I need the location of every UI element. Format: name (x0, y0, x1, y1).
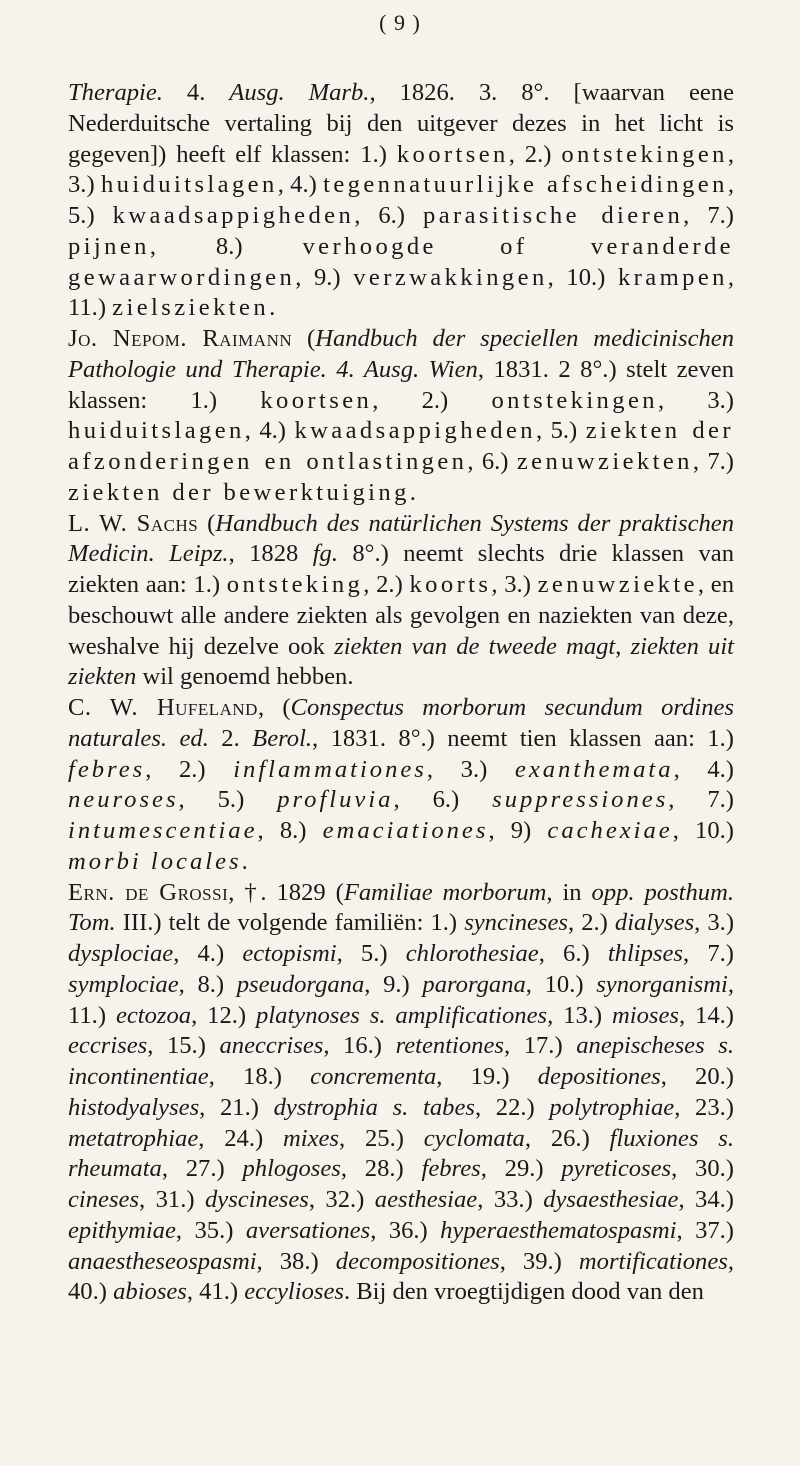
text-run: polytrophiae (549, 1093, 675, 1121)
text-run: ontsteking (226, 571, 364, 598)
text-run: , 1826. 3. 8°. [waarvan eene Nederduitsche vertaling bij den uitgever dezes in het licht is gegeven]) heeft elf klassen: 1.) (68, 79, 734, 168)
text-run: hyperaesthematospasmi (440, 1216, 677, 1244)
text-run: , 10.) (525, 970, 597, 998)
text-run: Ern. de Grossi (68, 878, 229, 906)
text-run: , 24.) (198, 1124, 283, 1152)
text-run: , 7.) (692, 448, 734, 475)
text-run: Handbuch des natürlichen Systems der praktischen Medicin. Leipz. (68, 509, 735, 568)
text-run: , 16.) (323, 1032, 396, 1060)
text-run: , 1828 (228, 540, 313, 568)
text-run: , 18.) (208, 1063, 311, 1090)
text-run: , 3.) (657, 386, 734, 414)
text-run: histodyalyses (68, 1093, 200, 1121)
text-run: decompositiones (335, 1247, 500, 1275)
text-run: febres (421, 1155, 481, 1183)
text-run: , 8.) (149, 232, 303, 260)
text-run: zielsziekten (112, 294, 270, 322)
text-run: , 25.) (339, 1124, 424, 1152)
text-run: , 28.) (340, 1155, 422, 1183)
text-run: 4. (162, 79, 230, 106)
text-run: C. W. Hufeland (68, 694, 258, 721)
text-run: inflammationes (233, 755, 427, 783)
paragraph (68, 324, 734, 509)
text-run: , 5.) (68, 171, 734, 229)
text-run: koortsen (260, 386, 373, 414)
text-run: , 35.) (175, 1216, 246, 1244)
text-run: , 9.) (364, 970, 423, 998)
text-run: platynoses s. amplificationes (256, 1001, 548, 1029)
text-run: epithymiae (68, 1216, 176, 1244)
text-run: , 34.) (678, 1186, 734, 1213)
paragraph (68, 878, 734, 1309)
text-run: , 4.) (673, 755, 734, 783)
text-run: ontstekingen (491, 386, 658, 414)
text-run: , †. 1829 ( (228, 878, 344, 906)
text-run: dysaesthesiae (543, 1186, 679, 1213)
text-run: , 41.) (186, 1278, 245, 1306)
text-run: pyreticoses (561, 1155, 672, 1183)
text-run: ziekten der bewerktuiging (68, 478, 410, 506)
text-run: , 5.) (535, 417, 586, 445)
text-run: synorganismi (596, 970, 728, 998)
text-run: anaestheseospasmi (68, 1247, 257, 1275)
text-run: , 15.) (147, 1032, 220, 1060)
text-run: Jo. Nepom. Raimann (68, 325, 293, 352)
text-run: pseudorgana (236, 970, 365, 998)
text-run: metatrophiae (68, 1124, 199, 1152)
text-run: tegennatuurlijke afscheidingen (323, 171, 728, 199)
text-run: ziekten van de tweede magt (334, 632, 616, 660)
text-run: , 7.) (668, 786, 734, 814)
page-number: ( 9 ) (379, 10, 421, 35)
text-run: , 5.) (336, 940, 406, 967)
text-run: , 1831. 2 8°.) stelt zeven klassen: 1.) (68, 355, 734, 414)
text-run: , 20.) (660, 1063, 734, 1090)
text-run: dysplociae (68, 940, 174, 967)
text-run: , 1831. 8°.) neemt tien klassen aan: 1.) (312, 724, 734, 752)
text-run: , 10.) (672, 817, 734, 844)
text-run: , ( (257, 694, 291, 721)
text-run: Conspectus morborum secundum ordines naturales. ed. (68, 694, 734, 752)
text-run: Handbuch der speciellen medicinischen Pathologie und Therapie. 4. Ausg. Wien (68, 325, 734, 383)
text-run: , 6.) (393, 786, 493, 814)
paragraph (68, 78, 734, 324)
text-run: , 2.) (568, 909, 615, 937)
text-run: fluxiones s. rheumata (68, 1124, 734, 1183)
text-run: abioses (113, 1278, 187, 1306)
text-run: , 37.) (676, 1216, 734, 1244)
text-run: parasitische dieren (423, 202, 684, 229)
text-run: , 36.) (370, 1216, 441, 1244)
text-run: ziekten uit ziekten (68, 632, 735, 691)
text-run: pijnen (68, 232, 150, 260)
text-run: mioses (612, 1001, 679, 1029)
text-run: . (241, 847, 248, 875)
text-run: , 26.) (524, 1124, 610, 1152)
text-run: III.) telt de volgende familiën: 1.) (115, 909, 465, 937)
text-run: suppressiones (492, 786, 669, 814)
text-run: anepischeses s. incontinentiae (68, 1032, 734, 1090)
text-run: , 40.) (68, 1247, 734, 1306)
text-run: , 9) (488, 817, 548, 844)
text-run: , 6.) (538, 940, 608, 967)
text-run: Familiae morborum (343, 878, 547, 906)
text-run: zenuwziekten (516, 448, 693, 475)
text-run: , en beschouwt alle andere ziekten als gevolgen en naziekten van deze, weshalve hij dezelve ook (68, 571, 734, 660)
text-run: parorgana (422, 970, 526, 998)
text-run: dystrophia s. tabes (273, 1093, 475, 1121)
text-run: ontstekingen (561, 140, 728, 168)
text-run: fg. (312, 540, 338, 568)
text-run: , 30.) (671, 1155, 734, 1183)
text-run: , 32.) (308, 1186, 375, 1213)
paragraph (68, 509, 734, 694)
text-run: , 33.) (477, 1186, 544, 1213)
text-run: , 29.) (480, 1155, 562, 1183)
text-run: krampen (617, 263, 728, 291)
text-run: mixes (283, 1124, 339, 1152)
text-run: , 12.) (191, 1001, 257, 1029)
text-run: , 21.) (199, 1093, 274, 1121)
text-run: , 38.) (256, 1247, 336, 1275)
text-run: zenuwziekte (537, 571, 698, 598)
text-run: huiduitslagen (100, 171, 278, 199)
text-run: retentiones (395, 1032, 504, 1060)
text-run: syncineses (464, 909, 568, 937)
text-run: aesthesiae (374, 1186, 478, 1213)
text-run: aversationes (245, 1216, 371, 1244)
text-run: , 27.) (161, 1155, 243, 1183)
text-run: , 13.) (547, 1001, 613, 1029)
text-run: , 4.) (277, 171, 324, 199)
text-run: febres (68, 755, 146, 783)
text-run: 8°.) neemt slechts drie klassen van ziekten aan: 1.) (68, 540, 734, 598)
text-run: . (409, 478, 416, 506)
text-run: , 3.) (491, 571, 538, 598)
text-run: , 2.) (508, 140, 562, 168)
text-run: kwaadsappigheden (112, 202, 355, 229)
text-run: morbi locales (68, 847, 242, 875)
text-run: 2. (208, 724, 253, 752)
text-run: ( (198, 509, 216, 537)
text-run: verzwakkingen (353, 263, 548, 291)
text-run: , (615, 632, 631, 660)
text-run: ziekten der afzonderingen en ontlastingen (68, 417, 734, 475)
text-run: L. W. Sachs (68, 509, 199, 537)
text-run: chlorothesiae (405, 940, 539, 967)
text-run: dyscineses (205, 1186, 309, 1213)
text-run: , 3.) (694, 909, 735, 937)
text-run: concrementa (310, 1063, 437, 1090)
paragraph (68, 693, 734, 878)
text-run: , 31.) (139, 1186, 205, 1213)
text-run: , 19.) (436, 1063, 538, 1090)
text-run: , 10.) (547, 263, 618, 291)
text-run: , 7.) (683, 940, 734, 967)
text-run: , 11.) (68, 263, 734, 322)
text-run: , 2.) (145, 755, 234, 783)
text-run: , 23.) (674, 1093, 734, 1121)
text-run: mortificationes (578, 1247, 728, 1275)
text-run: ( (292, 325, 316, 352)
text-run: kwaadsappigheden (294, 417, 536, 445)
text-run: , 3.) (426, 755, 515, 783)
text-run: , 6.) (467, 448, 517, 475)
text-run: koorts (409, 571, 492, 598)
text-run: , 8.) (178, 970, 237, 998)
text-run: eccrises (68, 1032, 148, 1060)
text-run: huiduitslagen (68, 417, 245, 445)
text-run: , 3.) (68, 140, 734, 199)
text-run: phlogoses (242, 1155, 341, 1183)
text-run: , 22.) (474, 1093, 550, 1121)
text-run: , 6.) (354, 202, 424, 229)
text-run: cachexiae (547, 817, 673, 844)
text-run: verhoogde of veranderde gewaarwordingen (68, 232, 734, 291)
text-run: cineses (68, 1186, 140, 1213)
text-run: intumescentiae (68, 817, 258, 844)
text-run: , 9.) (295, 263, 354, 291)
text-run: , in (546, 878, 592, 906)
text-run: ectozoa (115, 1001, 192, 1029)
text-run: eccylioses (244, 1278, 344, 1306)
text-run: . (269, 294, 276, 322)
text-body (68, 78, 734, 1308)
text-run: Therapie. (68, 79, 163, 106)
text-run: dialyses (614, 909, 695, 937)
text-run: aneccrises (219, 1032, 324, 1060)
text-run: koortsen (396, 140, 509, 168)
text-run: , 14.) (678, 1001, 734, 1029)
text-run: , 11.) (68, 970, 734, 1029)
text-run: , 5.) (178, 786, 278, 814)
text-run: opp. posthum. Tom. (68, 878, 734, 937)
text-run: . Bij den vroegtijdigen dood van den (343, 1278, 704, 1306)
text-run: , 4.) (173, 940, 243, 967)
text-run: Berol. (252, 724, 313, 752)
text-run: symplociae (68, 970, 179, 998)
text-run: cyclomata (423, 1124, 525, 1152)
text-run: , 4.) (244, 417, 295, 445)
text-run: emaciationes (322, 817, 489, 844)
text-run: wil genoemd hebben. (136, 663, 354, 691)
text-run: neuroses (68, 786, 179, 814)
text-run: profluvia (277, 786, 394, 814)
text-run: , 2.) (363, 571, 410, 598)
text-run: exanthemata (514, 755, 674, 783)
text-run: , 2.) (372, 386, 492, 414)
text-run: ectopismi (242, 940, 337, 967)
text-run: , 17.) (503, 1032, 577, 1060)
text-run: thlipses (607, 940, 683, 967)
text-run: Ausg. Marb. (229, 79, 370, 106)
text-run: , 39.) (499, 1247, 579, 1275)
text-run: , 8.) (257, 817, 323, 844)
text-run: depositiones (537, 1063, 661, 1090)
text-run: , 7.) (683, 202, 734, 229)
